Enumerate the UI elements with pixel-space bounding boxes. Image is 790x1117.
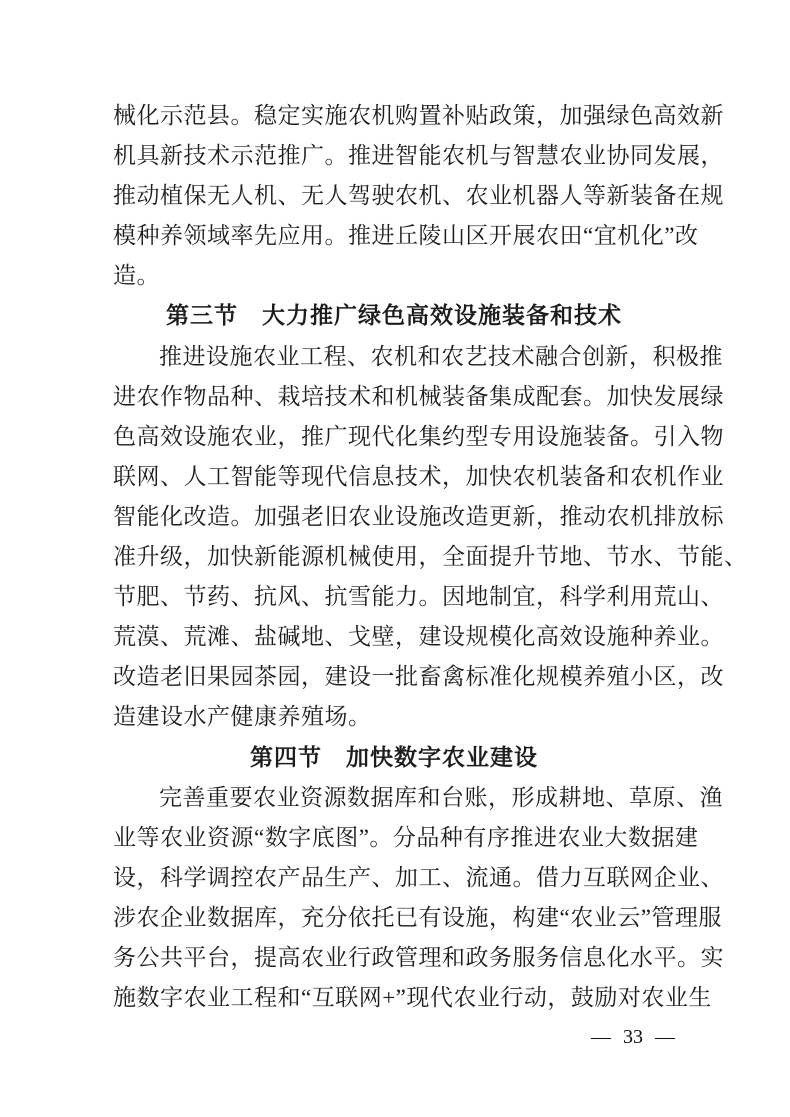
body-text-line: 改造老旧果园茶园，建设一批畜禽标准化规模养殖小区，改 <box>113 664 724 690</box>
body-text-line: 联网、人工智能等现代信息技术，加快农机装备和农机作业 <box>113 463 724 489</box>
page-number-right-dash: — <box>655 1026 675 1048</box>
body-text-line: 业等农业资源“数字底图”。分品种有序推进农业大数据建 <box>113 824 699 850</box>
page-number-left-dash: — <box>591 1026 611 1048</box>
body-text-line: 施数字农业工程和“互联网+”现代农业行动，鼓励对农业生 <box>113 985 712 1011</box>
body-text-line: 涉农企业数据库，充分依托已有设施，构建“农业云”管理服 <box>113 904 722 930</box>
page-number <box>113 1020 675 1054</box>
body-text-line: 推进设施农业工程、农机和农艺技术融合创新，积极推 <box>159 343 723 369</box>
body-text-line: 模种养领域率先应用。推进丘陵山区开展农田“宜机化”改 <box>113 223 699 249</box>
section-heading: 第三节 大力推广绿色高效设施装备和技术 <box>166 303 622 329</box>
body-text-line: 造。 <box>113 263 160 289</box>
body-text-line: 荒漠、荒滩、盐碱地、戈壁，建设规模化高效设施种养业。 <box>113 624 724 650</box>
body-text-line: 智能化改造。加强老旧农业设施改造更新，推动农机排放标 <box>113 503 724 529</box>
body-text-line: 准升级，加快新能源机械使用，全面提升节地、节水、节能、 <box>113 544 748 570</box>
body-text-line: 色高效设施农业，推广现代化集约型专用设施装备。引入物 <box>113 423 724 449</box>
body-text-line: 造建设水产健康养殖场。 <box>113 704 372 730</box>
section-heading: 第四节 加快数字农业建设 <box>250 744 538 770</box>
body-text-line: 务公共平台，提高农业行政管理和政务服务信息化水平。实 <box>113 944 724 970</box>
body-text-line: 进农作物品种、栽培技术和机械装备集成配套。加快发展绿 <box>113 383 724 409</box>
body-text-line: 机具新技术示范推广。推进智能农机与智慧农业协同发展， <box>113 143 724 169</box>
body-text-line: 设，科学调控农产品生产、加工、流通。借力互联网企业、 <box>113 864 724 890</box>
text-block <box>113 96 748 1018</box>
body-text-line: 节肥、节药、抗风、抗雪能力。因地制宜，科学利用荒山、 <box>113 584 724 610</box>
body-text-line: 推动植保无人机、无人驾驶农机、农业机器人等新装备在规 <box>113 183 724 209</box>
body-text-line: 械化示范县。稳定实施农机购置补贴政策，加强绿色高效新 <box>113 103 724 128</box>
body-text-line: 完善重要农业资源数据库和台账，形成耕地、草原、渔 <box>159 784 723 810</box>
page-number-value: 33 <box>623 1026 643 1048</box>
